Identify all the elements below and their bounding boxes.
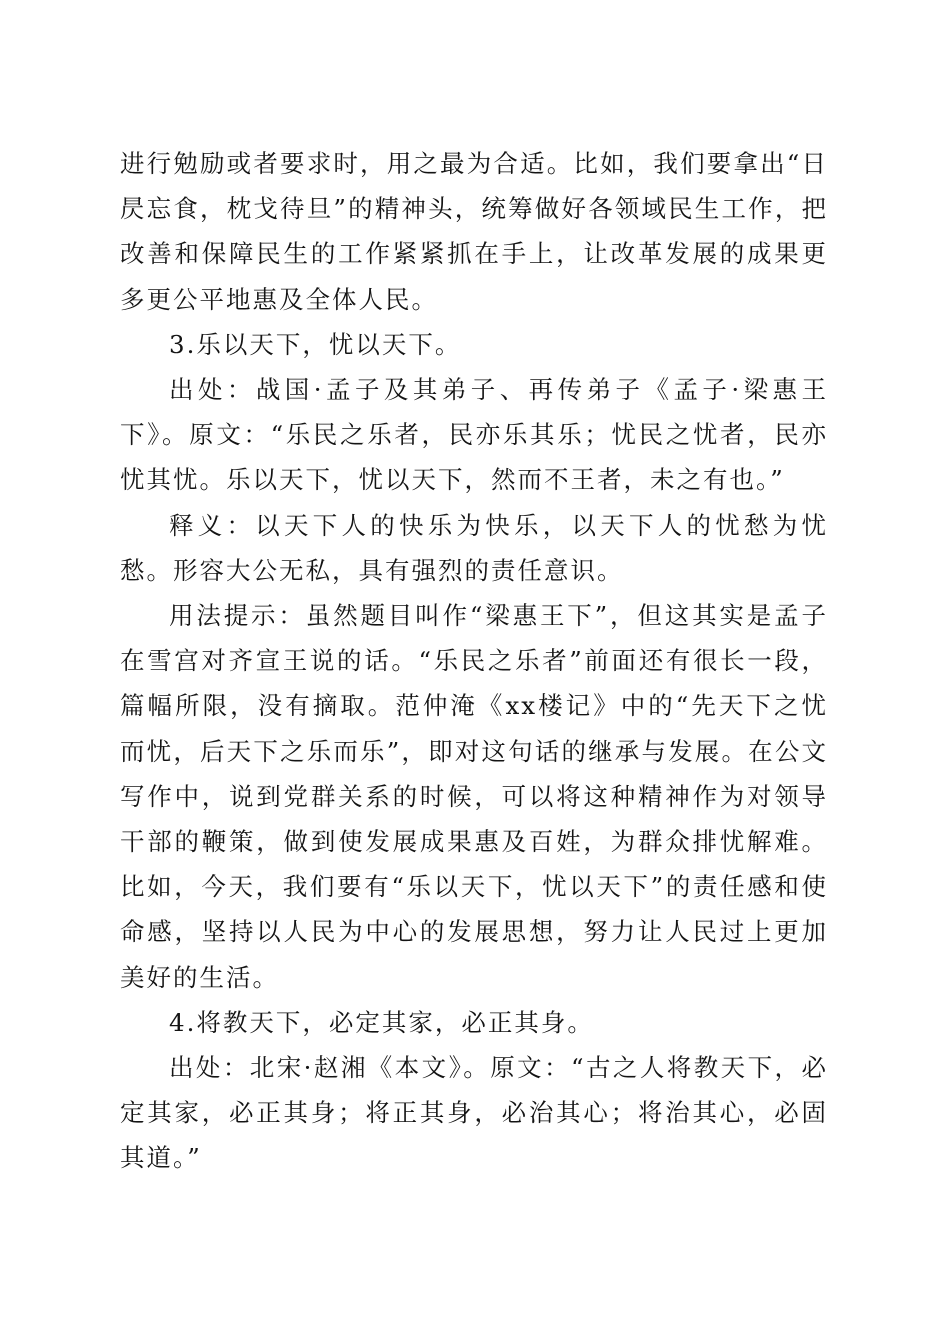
paragraph-continuation: 进行勉励或者要求时，用之最为合适。比如，我们要拿出“日昃忘食，枕戈待旦”的精神头，统筹做好各领域民生工作，把改善和保障民生的工作紧紧抓在手上，让改革发展的成果更多更公平地惠及全体人民。 — [120, 149, 828, 314]
paragraph-source-3: 出处：战国·孟子及其弟子、再传弟子《孟子·梁惠王下》。原文：“乐民之乐者，民亦乐其乐；忧民之忧者，民亦忧其忧。乐以天下，忧以天下，然而不王者，未之有也。” — [120, 375, 828, 495]
paragraph-usage-3: 用法提示：虽然题目叫作“梁惠王下”，但这其实是孟子在雪宫对齐宣王说的话。“乐民之乐者”前面还有很长一段，篇幅所限，没有摘取。范仲淹《xx楼记》中的“先天下之忧而忧，后天下之乐而乐”，即对这句话的继承与发展。在公文写作中，说到党群关系的时候，可以将这种精神作为对领导干部的鞭策，做到使发展成果惠及百姓，为群众排忧解难。比如，今天，我们要有“乐以天下，忧以天下”的责任感和使命感，坚持以人民为中心的发展思想，努力让人民过上更加美好的生活。 — [120, 601, 828, 992]
document-body — [120, 141, 828, 1181]
heading-item-4: 4.将教天下，必定其家，必正其身。 — [169, 1007, 594, 1037]
paragraph-meaning-3: 释义：以天下人的快乐为快乐，以天下人的忧愁为忧愁。形容大公无私，具有强烈的责任意识。 — [120, 510, 828, 585]
paragraph-source-4: 出处：北宋·赵湘《本文》。原文：“古之人将教天下，必定其家，必正其身；将正其身，必治其心；将治其心，必固其道。” — [120, 1053, 828, 1173]
heading-item-3: 3.乐以天下，忧以天下。 — [169, 329, 462, 359]
